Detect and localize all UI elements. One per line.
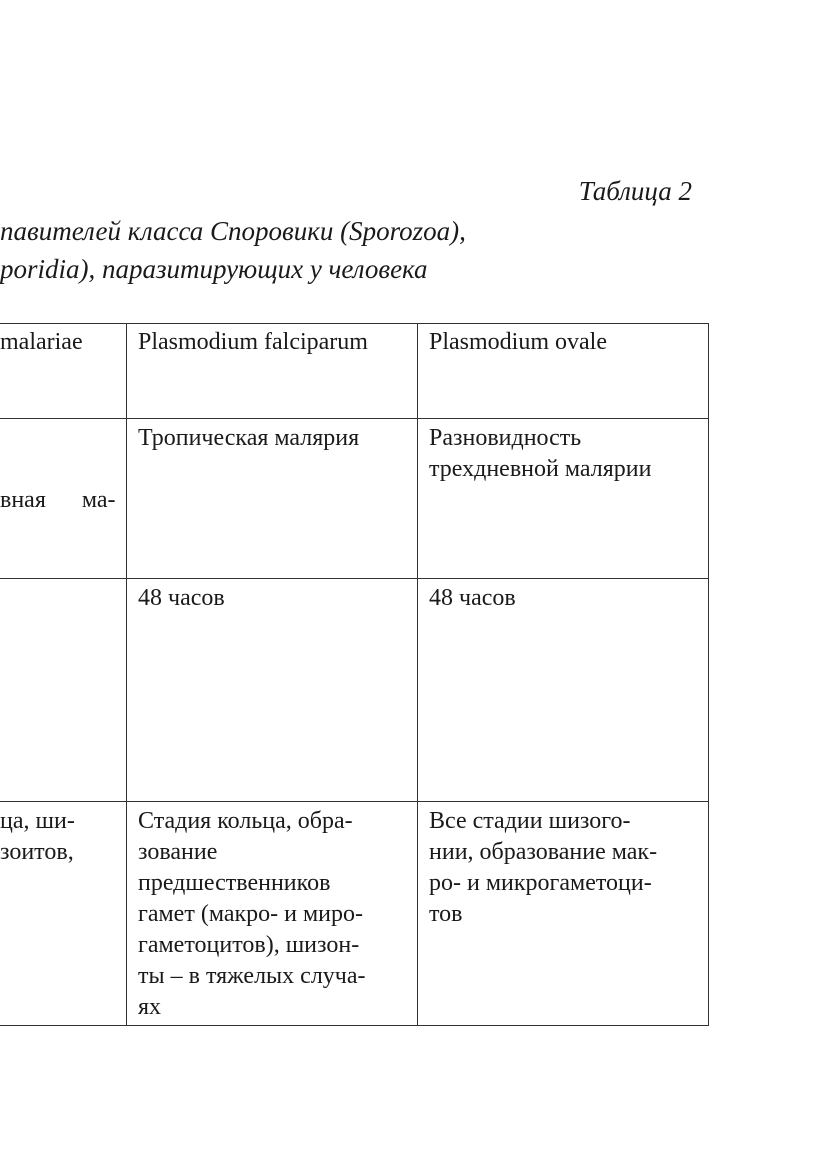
table-rule-right: [708, 323, 709, 1026]
cell-line: Plasmodium ovale: [429, 329, 607, 355]
cell-line: Все стадии шизого-: [429, 808, 631, 834]
cell-line: Тропическая малярия: [138, 425, 360, 451]
table-rule-bottom: [0, 1025, 709, 1026]
cell-line: ты – в тяжелых случа-: [138, 963, 366, 989]
table-cell: [429, 327, 607, 358]
table-rule-col-2: [417, 323, 418, 1026]
cell-line: Стадия кольца, обра-: [138, 808, 353, 834]
table-caption: Таблица 2: [578, 176, 692, 206]
cell-line: ца, ши-: [0, 808, 75, 834]
table-cell: [0, 327, 83, 358]
table-cell: [0, 423, 116, 578]
cell-line: предшественников: [138, 870, 331, 896]
cell-line: 48 часов: [138, 585, 225, 611]
cell-line: гаметоцитов), шизон-: [138, 932, 360, 958]
table-cell: [0, 806, 75, 868]
cell-line: зование: [138, 839, 218, 865]
table-rule-row-1: [0, 418, 709, 419]
cell-line: нии, образование мак-: [429, 839, 658, 865]
table-cell: [138, 327, 368, 358]
table-title-line-1: павителей класса Споровики (Sporozoa),: [0, 216, 466, 246]
table-cell: [429, 423, 651, 485]
table-title-line-2: porіdia), паразитирующих у человека: [0, 254, 428, 284]
cell-line: Plasmodium falciparum: [138, 329, 368, 355]
cell-line: вная ма-: [0, 487, 116, 513]
table-rule-top: [0, 323, 709, 324]
table-cell: [429, 583, 516, 614]
table-cell: [138, 806, 366, 1023]
table-cell: [138, 583, 225, 614]
table-rule-col-1: [126, 323, 127, 1026]
cell-line: трехдневной малярии: [429, 456, 652, 482]
cell-line: ях: [138, 994, 162, 1020]
table-rule-row-3: [0, 801, 709, 802]
cell-line: зоитов,: [0, 839, 74, 865]
cell-line: 48 часов: [429, 585, 516, 611]
cell-line: тов: [429, 901, 463, 927]
data-table: [0, 323, 709, 1026]
cell-line: ро- и микрогаметоци-: [429, 870, 652, 896]
cell-line: гамет (макро- и миро-: [138, 901, 364, 927]
cell-line: Разновидность: [429, 425, 582, 451]
table-rule-row-2: [0, 578, 709, 579]
table-cell: [138, 423, 359, 454]
cell-line: malariae: [0, 329, 83, 355]
table-cell: [429, 806, 657, 930]
